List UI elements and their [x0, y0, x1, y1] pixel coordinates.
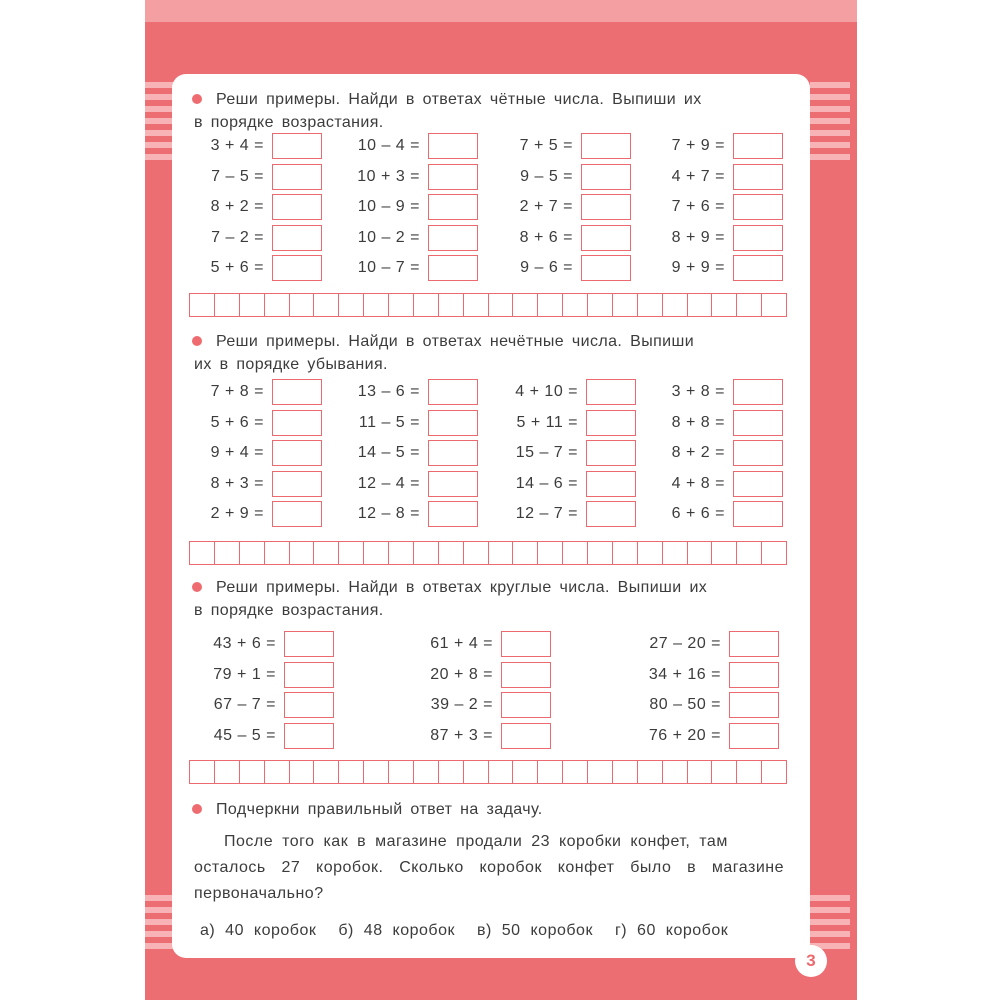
strip-cell[interactable]: [265, 542, 290, 564]
example-row: [196, 133, 322, 159]
answer-box[interactable]: [733, 501, 783, 527]
strip-cell[interactable]: [240, 294, 265, 316]
example-expression: 39 – 2 =: [430, 696, 493, 713]
example-row: [498, 440, 636, 466]
answer-box[interactable]: [733, 194, 783, 220]
top-strip: [145, 0, 857, 22]
answer-box[interactable]: [272, 164, 322, 190]
example-row: [196, 379, 322, 405]
example-row: [414, 692, 551, 718]
example-row: [196, 662, 334, 688]
strip-cell[interactable]: [190, 294, 215, 316]
answer-box[interactable]: [428, 194, 478, 220]
task2-line1: Реши примеры. Найди в ответах нечётные числа. Выпиши: [216, 333, 695, 350]
example-expression: 43 + 6 =: [213, 635, 276, 652]
strip-cell[interactable]: [588, 761, 613, 783]
example-row: [632, 692, 779, 718]
example-expression: 12 – 4 =: [357, 474, 420, 492]
example-expression: 79 + 1 =: [213, 665, 276, 683]
answer-box[interactable]: [729, 692, 779, 718]
strip-cell[interactable]: [240, 542, 265, 564]
answer-box[interactable]: [586, 471, 636, 497]
example-expression: 10 – 4 =: [357, 137, 420, 154]
example-expression: 67 – 7 =: [213, 696, 276, 713]
strip-cell[interactable]: [563, 542, 588, 564]
task3-line1: Реши примеры. Найди в ответах круглые числа. Выпиши их: [216, 579, 708, 596]
example-row: [196, 471, 322, 497]
answer-box[interactable]: [272, 440, 322, 466]
example-row: [350, 255, 478, 281]
strip-cell[interactable]: [439, 542, 464, 564]
example-expression: 76 + 20 =: [648, 726, 721, 744]
example-expression: 9 + 4 =: [210, 444, 264, 461]
strip-cell[interactable]: [688, 761, 713, 783]
strip-cell[interactable]: [613, 761, 638, 783]
strip-cell[interactable]: [339, 761, 364, 783]
example-expression: 8 + 6 =: [519, 228, 573, 246]
example-expression: 15 – 7 =: [515, 444, 578, 461]
strip-cell[interactable]: [712, 294, 737, 316]
answer-box[interactable]: [428, 440, 478, 466]
task1-answer-strip[interactable]: [189, 293, 787, 317]
strip-cell[interactable]: [762, 294, 786, 316]
worksheet-card: [172, 74, 810, 958]
answer-box[interactable]: [501, 631, 551, 657]
answer-option-d[interactable]: г) 60 коробок: [614, 922, 729, 939]
answer-box[interactable]: [428, 133, 478, 159]
strip-cell[interactable]: [414, 294, 439, 316]
task4-heading: [194, 798, 794, 821]
strip-cell[interactable]: [240, 761, 265, 783]
example-expression: 4 + 10 =: [515, 383, 578, 400]
example-row: [502, 164, 631, 190]
strip-cell[interactable]: [513, 542, 538, 564]
example-expression: 8 + 8 =: [671, 413, 725, 431]
answer-box[interactable]: [733, 255, 783, 281]
strip-cell[interactable]: [414, 542, 439, 564]
example-expression: 6 + 6 =: [671, 505, 725, 522]
example-row: [196, 501, 322, 527]
example-row: [657, 225, 783, 251]
example-expression: 7 + 8 =: [210, 383, 264, 400]
example-row: [502, 225, 631, 251]
decor-stripes-right: [810, 82, 850, 162]
strip-cell[interactable]: [265, 761, 290, 783]
example-row: [414, 723, 551, 749]
example-expression: 12 – 8 =: [357, 505, 420, 522]
strip-cell[interactable]: [339, 294, 364, 316]
example-expression: 61 + 4 =: [430, 635, 493, 652]
strip-cell[interactable]: [737, 294, 762, 316]
example-row: [632, 662, 779, 688]
strip-cell[interactable]: [464, 294, 489, 316]
task4-title: Подчеркни правильный ответ на задачу.: [216, 801, 543, 818]
example-expression: 80 – 50 =: [649, 696, 721, 713]
answer-box[interactable]: [272, 255, 322, 281]
strip-cell[interactable]: [513, 294, 538, 316]
example-row: [196, 631, 334, 657]
strip-cell[interactable]: [489, 542, 514, 564]
strip-cell[interactable]: [364, 294, 389, 316]
strip-cell[interactable]: [762, 542, 786, 564]
example-expression: 2 + 7 =: [519, 198, 573, 215]
strip-cell[interactable]: [712, 761, 737, 783]
strip-cell[interactable]: [613, 294, 638, 316]
answer-box[interactable]: [272, 501, 322, 527]
answer-box[interactable]: [586, 410, 636, 436]
bullet-icon: [192, 804, 202, 814]
example-expression: 10 + 3 =: [357, 167, 420, 185]
example-row: [657, 410, 783, 436]
strip-cell[interactable]: [215, 294, 240, 316]
strip-cell[interactable]: [314, 761, 339, 783]
example-row: [342, 379, 478, 405]
answer-box[interactable]: [428, 410, 478, 436]
answer-box[interactable]: [729, 631, 779, 657]
strip-cell[interactable]: [439, 761, 464, 783]
answer-box[interactable]: [428, 379, 478, 405]
example-expression: 2 + 9 =: [210, 505, 264, 522]
strip-cell[interactable]: [314, 294, 339, 316]
answer-box[interactable]: [501, 692, 551, 718]
example-row: [657, 194, 783, 220]
example-row: [350, 225, 478, 251]
strip-cell[interactable]: [538, 542, 563, 564]
answer-box[interactable]: [733, 410, 783, 436]
strip-cell[interactable]: [538, 761, 563, 783]
bullet-icon: [192, 94, 202, 104]
answer-box[interactable]: [428, 471, 478, 497]
example-row: [498, 501, 636, 527]
answer-box[interactable]: [428, 164, 478, 190]
answer-box[interactable]: [272, 410, 322, 436]
task3-answer-strip[interactable]: [189, 760, 787, 784]
answer-option-c[interactable]: в) 50 коробок: [476, 922, 593, 939]
example-expression: 14 – 6 =: [515, 474, 578, 492]
example-row: [632, 723, 779, 749]
strip-cell[interactable]: [389, 761, 414, 783]
example-expression: 9 – 5 =: [520, 167, 573, 185]
answer-option-a[interactable]: а) 40 коробок: [200, 922, 317, 939]
answer-box[interactable]: [729, 723, 779, 749]
task1-heading: [194, 88, 794, 134]
example-expression: 3 + 8 =: [671, 383, 725, 400]
answer-box[interactable]: [284, 631, 334, 657]
example-expression: 27 – 20 =: [649, 635, 721, 652]
example-row: [342, 501, 478, 527]
example-expression: 45 – 5 =: [213, 726, 276, 744]
strip-cell[interactable]: [638, 761, 663, 783]
example-row: [196, 723, 334, 749]
answer-box[interactable]: [586, 379, 636, 405]
strip-cell[interactable]: [439, 294, 464, 316]
example-row: [196, 225, 322, 251]
example-row: [414, 662, 551, 688]
answer-box[interactable]: [586, 440, 636, 466]
example-row: [657, 379, 783, 405]
strip-cell[interactable]: [563, 294, 588, 316]
task4-answers: [200, 922, 728, 940]
strip-cell[interactable]: [663, 294, 688, 316]
strip-cell[interactable]: [588, 294, 613, 316]
answer-box[interactable]: [733, 440, 783, 466]
strip-cell[interactable]: [762, 761, 786, 783]
strip-cell[interactable]: [663, 761, 688, 783]
example-row: [502, 255, 631, 281]
task1-line1: Реши примеры. Найди в ответах чётные числа. Выпиши их: [216, 91, 702, 108]
answer-option-b[interactable]: б) 48 коробок: [338, 922, 455, 939]
bullet-icon: [192, 582, 202, 592]
example-expression: 9 + 9 =: [671, 259, 725, 276]
answer-box[interactable]: [272, 194, 322, 220]
example-expression: 7 – 2 =: [211, 228, 264, 246]
example-row: [657, 440, 783, 466]
example-expression: 4 + 8 =: [671, 474, 725, 492]
strip-cell[interactable]: [190, 761, 215, 783]
example-expression: 13 – 6 =: [357, 383, 420, 400]
example-expression: 14 – 5 =: [357, 444, 420, 461]
strip-cell[interactable]: [538, 294, 563, 316]
answer-box[interactable]: [272, 471, 322, 497]
example-row: [498, 410, 636, 436]
answer-box[interactable]: [733, 164, 783, 190]
example-row: [342, 410, 478, 436]
answer-box[interactable]: [581, 164, 631, 190]
strip-cell[interactable]: [389, 294, 414, 316]
strip-cell[interactable]: [513, 761, 538, 783]
example-expression: 34 + 16 =: [648, 665, 721, 683]
example-expression: 12 – 7 =: [515, 505, 578, 522]
example-row: [350, 164, 478, 190]
task2-answer-strip[interactable]: [189, 541, 787, 565]
example-expression: 9 – 6 =: [520, 259, 573, 276]
example-row: [502, 194, 631, 220]
strip-cell[interactable]: [389, 542, 414, 564]
strip-cell[interactable]: [688, 542, 713, 564]
example-expression: 10 – 9 =: [357, 198, 420, 215]
strip-cell[interactable]: [215, 542, 240, 564]
answer-box[interactable]: [586, 501, 636, 527]
strip-cell[interactable]: [638, 294, 663, 316]
answer-box[interactable]: [581, 194, 631, 220]
example-row: [196, 194, 322, 220]
strip-cell[interactable]: [314, 542, 339, 564]
example-row: [350, 133, 478, 159]
answer-box[interactable]: [428, 501, 478, 527]
example-row: [498, 471, 636, 497]
page-number: 3: [795, 945, 827, 977]
strip-cell[interactable]: [489, 761, 514, 783]
answer-box[interactable]: [501, 723, 551, 749]
answer-box[interactable]: [284, 692, 334, 718]
answer-box[interactable]: [272, 133, 322, 159]
problem-line2: осталось 27 коробок. Сколько коробок конфет было в магазине: [194, 859, 784, 876]
example-expression: 10 – 7 =: [357, 259, 420, 276]
example-row: [196, 164, 322, 190]
task1-line2: в порядке возрастания.: [194, 114, 384, 131]
strip-cell[interactable]: [464, 761, 489, 783]
strip-cell[interactable]: [215, 761, 240, 783]
strip-cell[interactable]: [290, 761, 315, 783]
example-expression: 3 + 4 =: [210, 137, 264, 154]
example-row: [196, 410, 322, 436]
example-row: [414, 631, 551, 657]
strip-cell[interactable]: [737, 761, 762, 783]
example-row: [657, 501, 783, 527]
strip-cell[interactable]: [489, 294, 514, 316]
strip-cell[interactable]: [638, 542, 663, 564]
strip-cell[interactable]: [265, 294, 290, 316]
task4-problem: [194, 829, 784, 907]
answer-box[interactable]: [581, 133, 631, 159]
strip-cell[interactable]: [588, 542, 613, 564]
strip-cell[interactable]: [339, 542, 364, 564]
example-row: [632, 631, 779, 657]
example-expression: 20 + 8 =: [430, 665, 493, 683]
answer-box[interactable]: [733, 379, 783, 405]
example-expression: 10 – 2 =: [357, 228, 420, 246]
example-row: [657, 471, 783, 497]
example-expression: 5 + 6 =: [210, 413, 264, 431]
strip-cell[interactable]: [688, 294, 713, 316]
answer-box[interactable]: [272, 225, 322, 251]
answer-box[interactable]: [428, 225, 478, 251]
answer-box[interactable]: [733, 471, 783, 497]
strip-cell[interactable]: [464, 542, 489, 564]
example-expression: 8 + 2 =: [671, 444, 725, 461]
example-row: [498, 379, 636, 405]
strip-cell[interactable]: [737, 542, 762, 564]
example-row: [342, 440, 478, 466]
example-expression: 5 + 11 =: [516, 413, 578, 431]
example-expression: 7 + 9 =: [671, 137, 725, 154]
answer-box[interactable]: [733, 225, 783, 251]
task2-line2: их в порядке убывания.: [194, 356, 388, 373]
example-row: [342, 471, 478, 497]
bullet-icon: [192, 336, 202, 346]
example-expression: 4 + 7 =: [671, 167, 725, 185]
task3-heading: [194, 576, 794, 622]
example-row: [196, 440, 322, 466]
strip-cell[interactable]: [364, 542, 389, 564]
answer-box[interactable]: [581, 225, 631, 251]
answer-box[interactable]: [501, 662, 551, 688]
example-row: [502, 133, 631, 159]
strip-cell[interactable]: [613, 542, 638, 564]
answer-box[interactable]: [729, 662, 779, 688]
problem-line3: первоначально?: [194, 885, 324, 902]
example-row: [350, 194, 478, 220]
example-expression: 8 + 9 =: [671, 228, 725, 246]
strip-cell[interactable]: [414, 761, 439, 783]
example-row: [657, 133, 783, 159]
example-expression: 7 – 5 =: [211, 167, 264, 185]
strip-cell[interactable]: [663, 542, 688, 564]
strip-cell[interactable]: [712, 542, 737, 564]
task2-heading: [194, 330, 794, 376]
answer-box[interactable]: [428, 255, 478, 281]
example-row: [196, 255, 322, 281]
answer-box[interactable]: [272, 379, 322, 405]
example-row: [657, 255, 783, 281]
strip-cell[interactable]: [290, 542, 315, 564]
problem-line1: После того как в магазине продали 23 коробки конфет, там: [224, 833, 728, 850]
example-expression: 8 + 2 =: [210, 198, 264, 215]
answer-box[interactable]: [733, 133, 783, 159]
example-expression: 7 + 5 =: [519, 137, 573, 154]
answer-box[interactable]: [581, 255, 631, 281]
strip-cell[interactable]: [190, 542, 215, 564]
example-expression: 87 + 3 =: [430, 726, 493, 744]
strip-cell[interactable]: [364, 761, 389, 783]
strip-cell[interactable]: [563, 761, 588, 783]
example-expression: 5 + 6 =: [210, 259, 264, 276]
answer-box[interactable]: [284, 723, 334, 749]
example-row: [196, 692, 334, 718]
example-row: [657, 164, 783, 190]
example-expression: 11 – 5 =: [358, 413, 420, 431]
example-expression: 8 + 3 =: [210, 474, 264, 492]
strip-cell[interactable]: [290, 294, 315, 316]
answer-box[interactable]: [284, 662, 334, 688]
task3-line2: в порядке возрастания.: [194, 602, 384, 619]
example-expression: 7 + 6 =: [671, 198, 725, 215]
